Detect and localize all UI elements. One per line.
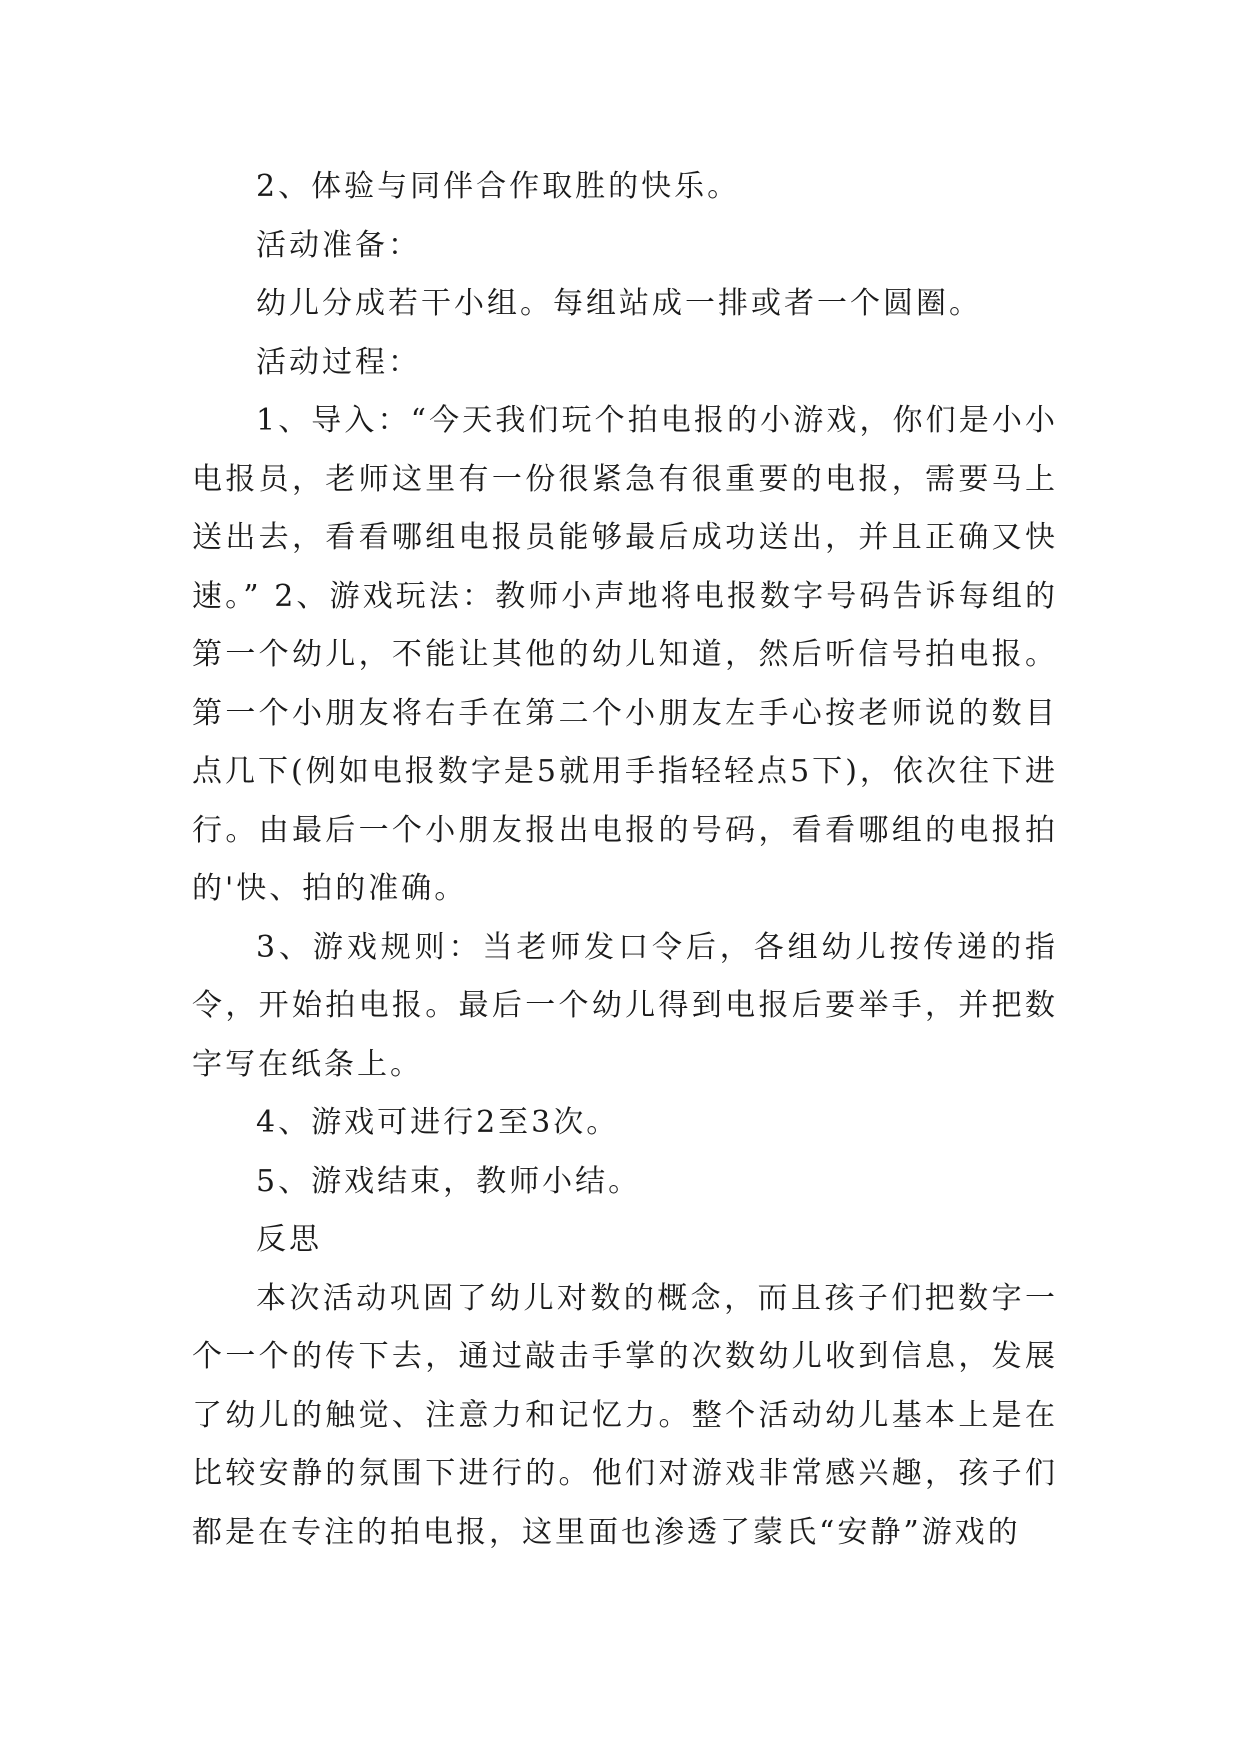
paragraph-preparation: 幼儿分成若干小组。每组站成一排或者一个圆圈。 [256,286,982,321]
paragraph-reflection: 本次活动巩固了幼儿对数的概念，而且孩子们把数字一个一个的传下去，通过敲击手掌的次数幼儿收到信息，发展了幼儿的触觉、注意力和记忆力。整个活动幼儿基本上是在比较安静的氛围下进行的。他们对游戏非常感兴趣，孩子们都是在专注的拍电报，这里面也渗透了蒙氏“安静”游戏的 [192,1280,1058,1550]
paragraph-goal-2: 2、体验与同伴合作取胜的快乐。 [256,169,741,204]
paragraph-game-rules: 3、游戏规则：当老师发口令后，各组幼儿按传递的指令，开始拍电报。最后一个幼儿得到电报后要举手，并把数字写在纸条上。 [192,929,1058,1082]
document-body [192,158,1058,1562]
heading-process: 活动过程： [256,344,421,380]
heading-reflection: 反思 [256,1222,322,1257]
heading-preparation: 活动准备： [256,227,421,263]
paragraph-end: 5、游戏结束，教师小结。 [256,1163,642,1199]
paragraph-repeat: 4、游戏可进行2至3次。 [256,1105,620,1140]
paragraph-process-intro: 1、导入：“今天我们玩个拍电报的小游戏，你们是小小电报员，老师这里有一份很紧急有很重要的电报，需要马上送出去，看看哪组电报员能够最后成功送出，并且正确又快速。” 2、游戏玩法：教师小声地将电报数字号码告诉每组的第一个幼儿，不能让其他的幼儿知道，然后听信号拍电报。第一个小朋友将右手在第二个小朋友左手心按老师说的数目点几下(例如电报数字是5就用手指轻轻点5下)，依次往下进行。由最后一个小朋友报出电报的号码，看看哪组的电报拍的'快、拍的准确。 [192,403,1058,906]
